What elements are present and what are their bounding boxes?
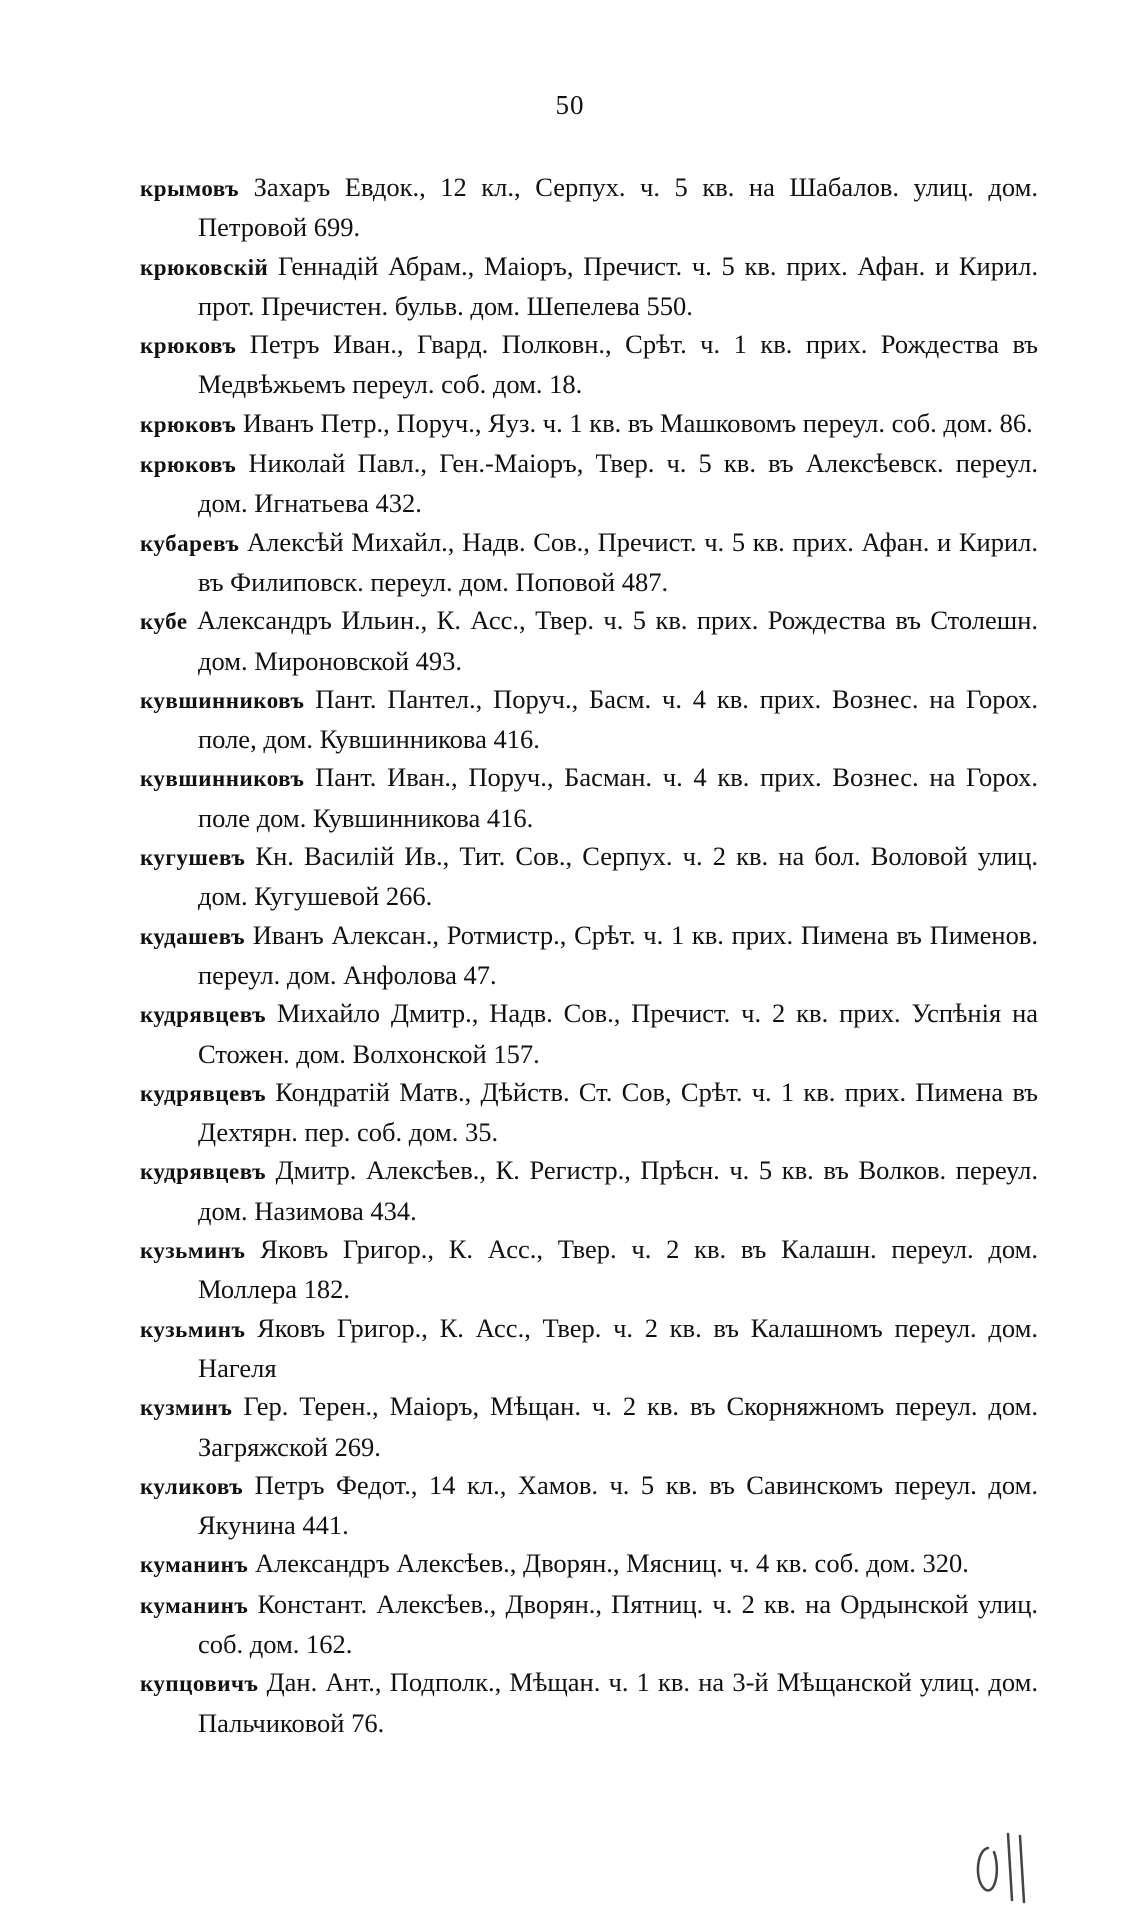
entry-surname: крюковъ: [140, 452, 237, 478]
entry-text: Яковъ Григор., К. Асс., Твер. ч. 2 кв. въ Калашн. переул. дом. Моллера 182.: [198, 1234, 1039, 1305]
entry-text: Петръ Федот., 14 кл., Хамов. ч. 5 кв. въ Савинскомъ переул. дом. Якунина 441.: [198, 1469, 1038, 1541]
directory-entry: [140, 168, 1038, 247]
directory-entry: [140, 1663, 1038, 1742]
directory-entry: [140, 523, 1038, 602]
entry-text: Петръ Иван., Гвард. Полковн., Срѣт. ч. 1 кв. прих. Рождества въ Медвѣжьемъ переул. соб. дом. 18.: [198, 329, 1038, 400]
directory-entry: [140, 325, 1038, 404]
entry-text: Иванъ Алексан., Ротмистр., Срѣт. ч. 1 кв. прих. Пимена въ Пименов. переул. дом. Анфолова 47.: [198, 919, 1039, 990]
directory-entry: [140, 404, 1038, 444]
entry-surname: крюковъ: [140, 411, 237, 437]
entry-surname: кудрявцевъ: [140, 1080, 266, 1106]
entry-text: Геннадій Абрам., Маіоръ, Пречист. ч. 5 кв. прих. Афан. и Кирил. прот. Пречистен. бульв. дом. Шепелева 550.: [198, 250, 1039, 321]
entry-surname: кудрявцевъ: [140, 1002, 266, 1028]
directory-entry: [140, 1230, 1038, 1309]
entry-text: Алексѣй Михайл., Надв. Сов., Пречист. ч. 5 кв. прих. Афан. и Кирил. въ Филиповск. переул. дом. Поповой 487.: [198, 526, 1038, 597]
entry-text: Михайло Дмитр., Надв. Сов., Пречист. ч. 2 кв. прих. Успѣнія на Стожен. дом. Волхонской 157.: [198, 998, 1039, 1069]
entry-text: Пант. Иван., Поруч., Басман. ч. 4 кв. прих. Вознес. на Горох. поле дом. Кувшинникова 416.: [198, 762, 1039, 833]
directory-entry: [140, 1544, 1038, 1584]
entry-surname: кувшинниковъ: [140, 687, 305, 713]
page-number: 50: [555, 90, 585, 120]
entry-surname: кубаревъ: [140, 530, 240, 556]
directory-entry: [140, 916, 1038, 995]
entry-surname: кувшинниковъ: [140, 766, 305, 792]
entry-text: Александръ Алексѣев., Дворян., Мясниц. ч. 4 кв. соб. дом. 320.: [254, 1548, 969, 1579]
directory-entry: [140, 837, 1038, 916]
handwritten-pencil-mark-icon: [968, 1828, 1058, 1908]
entry-surname: кудрявцевъ: [140, 1159, 266, 1185]
directory-entry: [140, 1387, 1038, 1466]
entry-surname: кудашевъ: [140, 923, 245, 949]
entry-surname: куликовъ: [140, 1473, 244, 1499]
entry-surname: крюковъ: [140, 333, 237, 359]
directory-entry: [140, 994, 1038, 1073]
directory-entry: [140, 1309, 1038, 1388]
directory-entry: [140, 758, 1038, 837]
entry-text: Кондратій Матв., Дѣйств. Ст. Сов, Срѣт. ч. 1 кв. прих. Пимена въ Дехтярн. пер. соб. дом. 35.: [198, 1076, 1038, 1148]
entry-surname: куманинъ: [140, 1552, 249, 1578]
directory-entry: [140, 1585, 1038, 1664]
entry-surname: кубе: [140, 609, 188, 635]
entry-surname: крюковскій: [140, 254, 269, 280]
entry-text: Констант. Алексѣев., Дворян., Пятниц. ч. 2 кв. на Ордынской улиц. соб. дом. 162.: [198, 1588, 1039, 1659]
entry-surname: кузминъ: [140, 1395, 233, 1421]
entry-surname: купцовичъ: [140, 1671, 259, 1697]
entry-text: Николай Павл., Ген.-Маіоръ, Твер. ч. 5 кв. въ Алексѣевск. переул. дом. Игнатьева 432.: [198, 448, 1038, 519]
entry-surname: крымовъ: [140, 176, 240, 201]
directory-entries: [140, 168, 1038, 1742]
entry-surname: кузьминъ: [140, 1238, 246, 1264]
entry-text: Кн. Василій Ив., Тит. Сов., Серпух. ч. 2 кв. на бол. Воловой улиц. дом. Кугушевой 266.: [198, 841, 1038, 912]
entry-surname: куманинъ: [140, 1592, 249, 1618]
entry-text: Захаръ Евдок., 12 кл., Серпух. ч. 5 кв. на Шабалов. улиц. дом. Петровой 699.: [198, 172, 1038, 243]
directory-entry: [140, 1073, 1038, 1152]
entry-text: Гер. Терен., Маіоръ, Мѣщан. ч. 2 кв. въ Скорняжномъ переул. дом. Загряжской 269.: [198, 1391, 1039, 1462]
directory-entry: [140, 1151, 1038, 1230]
entry-surname: кугушевъ: [140, 845, 246, 871]
entry-surname: кузьминъ: [140, 1316, 246, 1342]
entry-text: Пант. Пантел., Поруч., Басм. ч. 4 кв. прих. Вознес. на Горох. поле, дом. Кувшинникова 416.: [198, 683, 1039, 755]
directory-entry: [140, 601, 1038, 680]
directory-entry: [140, 1466, 1038, 1545]
entry-text: Иванъ Петр., Поруч., Яуз. ч. 1 кв. въ Машковомъ переул. соб. дом. 86.: [242, 407, 1033, 438]
directory-entry: [140, 444, 1038, 523]
directory-entry: [140, 247, 1038, 326]
directory-entry: [140, 680, 1038, 759]
entry-text: Яковъ Григор., К. Асс., Твер. ч. 2 кв. въ Калашномъ переул. дом. Нагеля: [198, 1312, 1039, 1383]
entry-text: Дан. Ант., Подполк., Мѣщан. ч. 1 кв. на 3-й Мѣщанской улиц. дом. Пальчиковой 76.: [198, 1667, 1039, 1738]
entry-text: Дмитр. Алексѣев., К. Регистр., Прѣсн. ч. 5 кв. въ Волков. переул. дом. Назимова 434.: [198, 1155, 1038, 1226]
entry-text: Александръ Ильин., К. Асс., Твер. ч. 5 кв. прих. Рождества въ Столешн. дом. Мироновской 493.: [196, 605, 1039, 676]
